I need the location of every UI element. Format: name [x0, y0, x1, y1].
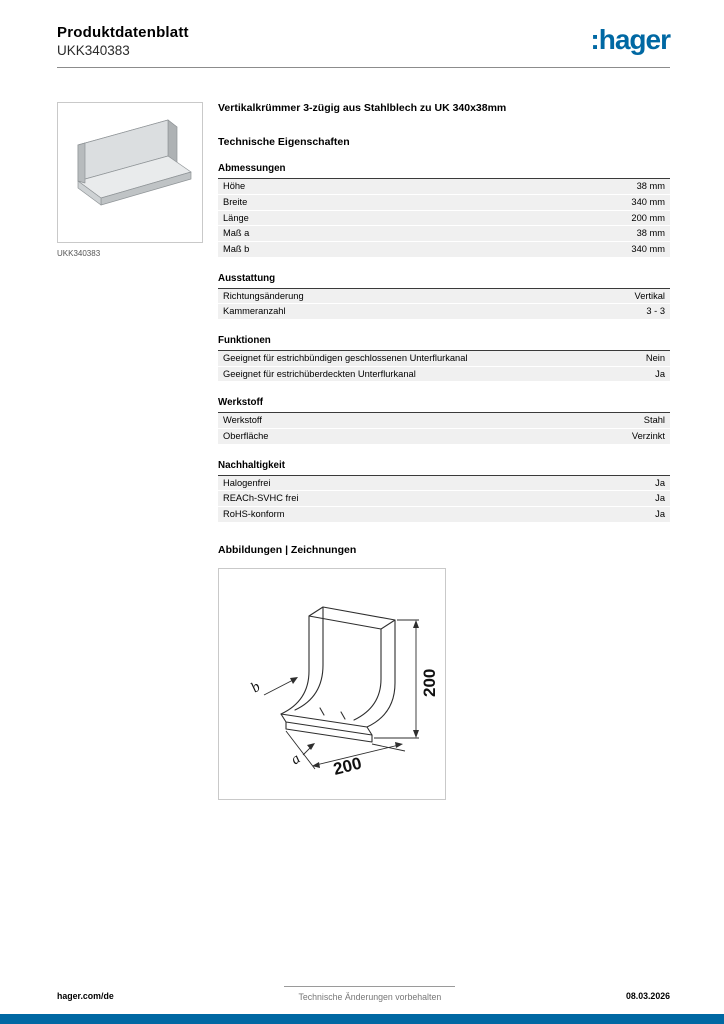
spec-table-abmessungen [218, 161, 670, 257]
spec-label: Geeignet für estrichbündigen geschlossenen Unterflurkanal [218, 350, 624, 366]
right-column [218, 102, 670, 800]
spec-label: Länge [218, 210, 424, 226]
footer-link-hager-com[interactable]: hager.com/de [57, 991, 114, 1001]
product-id: UKK340383 [57, 43, 130, 58]
spec-label: Werkstoff [218, 413, 472, 429]
spec-value: Vertikal [530, 288, 670, 304]
left-column [57, 102, 203, 800]
table-row [218, 194, 670, 210]
spec-table-funktionen [218, 333, 670, 382]
spec-value: Nein [624, 350, 670, 366]
footer-date: 08.03.2026 [625, 991, 670, 1001]
spec-value: Verzinkt [472, 429, 670, 445]
dim-b-label: b [248, 678, 264, 697]
header-divider [57, 67, 670, 68]
dim-depth-label: 200 [331, 753, 364, 779]
spec-label: Höhe [218, 179, 424, 195]
spec-value: Ja [624, 366, 670, 382]
spec-table-title: Ausstattung [218, 271, 670, 289]
spec-value: Ja [585, 475, 670, 491]
dim-a-label: a [288, 750, 304, 769]
spec-label: Richtungsänderung [218, 288, 530, 304]
table-row [218, 507, 670, 523]
doc-type-title: Produktdatenblatt [57, 24, 189, 41]
spec-value: Ja [585, 491, 670, 507]
spec-value: Stahl [472, 413, 670, 429]
spec-table-title: Abmessungen [218, 161, 670, 179]
spec-label: Geeignet für estrichüberdeckten Unterflurkanal [218, 366, 624, 382]
spec-table-nachhaltigkeit [218, 458, 670, 523]
spec-label: Halogenfrei [218, 475, 585, 491]
footer [57, 986, 670, 1002]
table-row [218, 475, 670, 491]
hager-logo: :hager [590, 24, 670, 55]
table-row [218, 304, 670, 320]
spec-table-werkstoff [218, 395, 670, 444]
dimension-drawing [219, 569, 445, 799]
spec-value: 200 mm [424, 210, 670, 226]
spec-label: Kammeranzahl [218, 304, 530, 320]
spec-value: 38 mm [424, 179, 670, 195]
spec-value: 340 mm [424, 194, 670, 210]
table-row [218, 491, 670, 507]
spec-value: Ja [585, 507, 670, 523]
spec-table-title: Werkstoff [218, 395, 670, 413]
table-row [218, 210, 670, 226]
spec-value: 38 mm [424, 226, 670, 242]
spec-table-title: Nachhaltigkeit [218, 458, 670, 476]
table-row [218, 288, 670, 304]
product-title: Vertikalkrümmer 3-zügig aus Stahlblech zu UK 340x38mm [218, 102, 507, 114]
spec-label: RoHS-konform [218, 507, 585, 523]
section-heading-abbildungen: Abbildungen | Zeichnungen [218, 543, 357, 556]
spec-value: 340 mm [424, 241, 670, 257]
spec-label: Maß a [218, 226, 424, 242]
table-row [218, 179, 670, 195]
spec-table-title: Funktionen [218, 333, 670, 351]
footer-note: Technische Änderungen vorbehalten [284, 986, 455, 1002]
product-photo-rendering [58, 103, 202, 242]
brand-bottom-bar [0, 1014, 724, 1024]
product-image [57, 102, 203, 243]
table-row [218, 413, 670, 429]
main-content [57, 102, 670, 800]
dim-height-label: 200 [420, 668, 439, 697]
footer-note-wrap [114, 986, 626, 1002]
technical-drawing [218, 568, 446, 800]
section-heading-technische-eigenschaften: Technische Eigenschaften [218, 136, 350, 149]
table-row [218, 226, 670, 242]
table-row [218, 366, 670, 382]
spec-value: 3 - 3 [530, 304, 670, 320]
header-titles [57, 24, 189, 58]
header [57, 24, 670, 58]
spec-label: REACh-SVHC frei [218, 491, 585, 507]
spec-table-ausstattung [218, 271, 670, 320]
table-row [218, 350, 670, 366]
product-image-caption: UKK340383 [57, 249, 101, 258]
spec-label: Maß b [218, 241, 424, 257]
table-row [218, 429, 670, 445]
spec-label: Oberfläche [218, 429, 472, 445]
spec-label: Breite [218, 194, 424, 210]
table-row [218, 241, 670, 257]
